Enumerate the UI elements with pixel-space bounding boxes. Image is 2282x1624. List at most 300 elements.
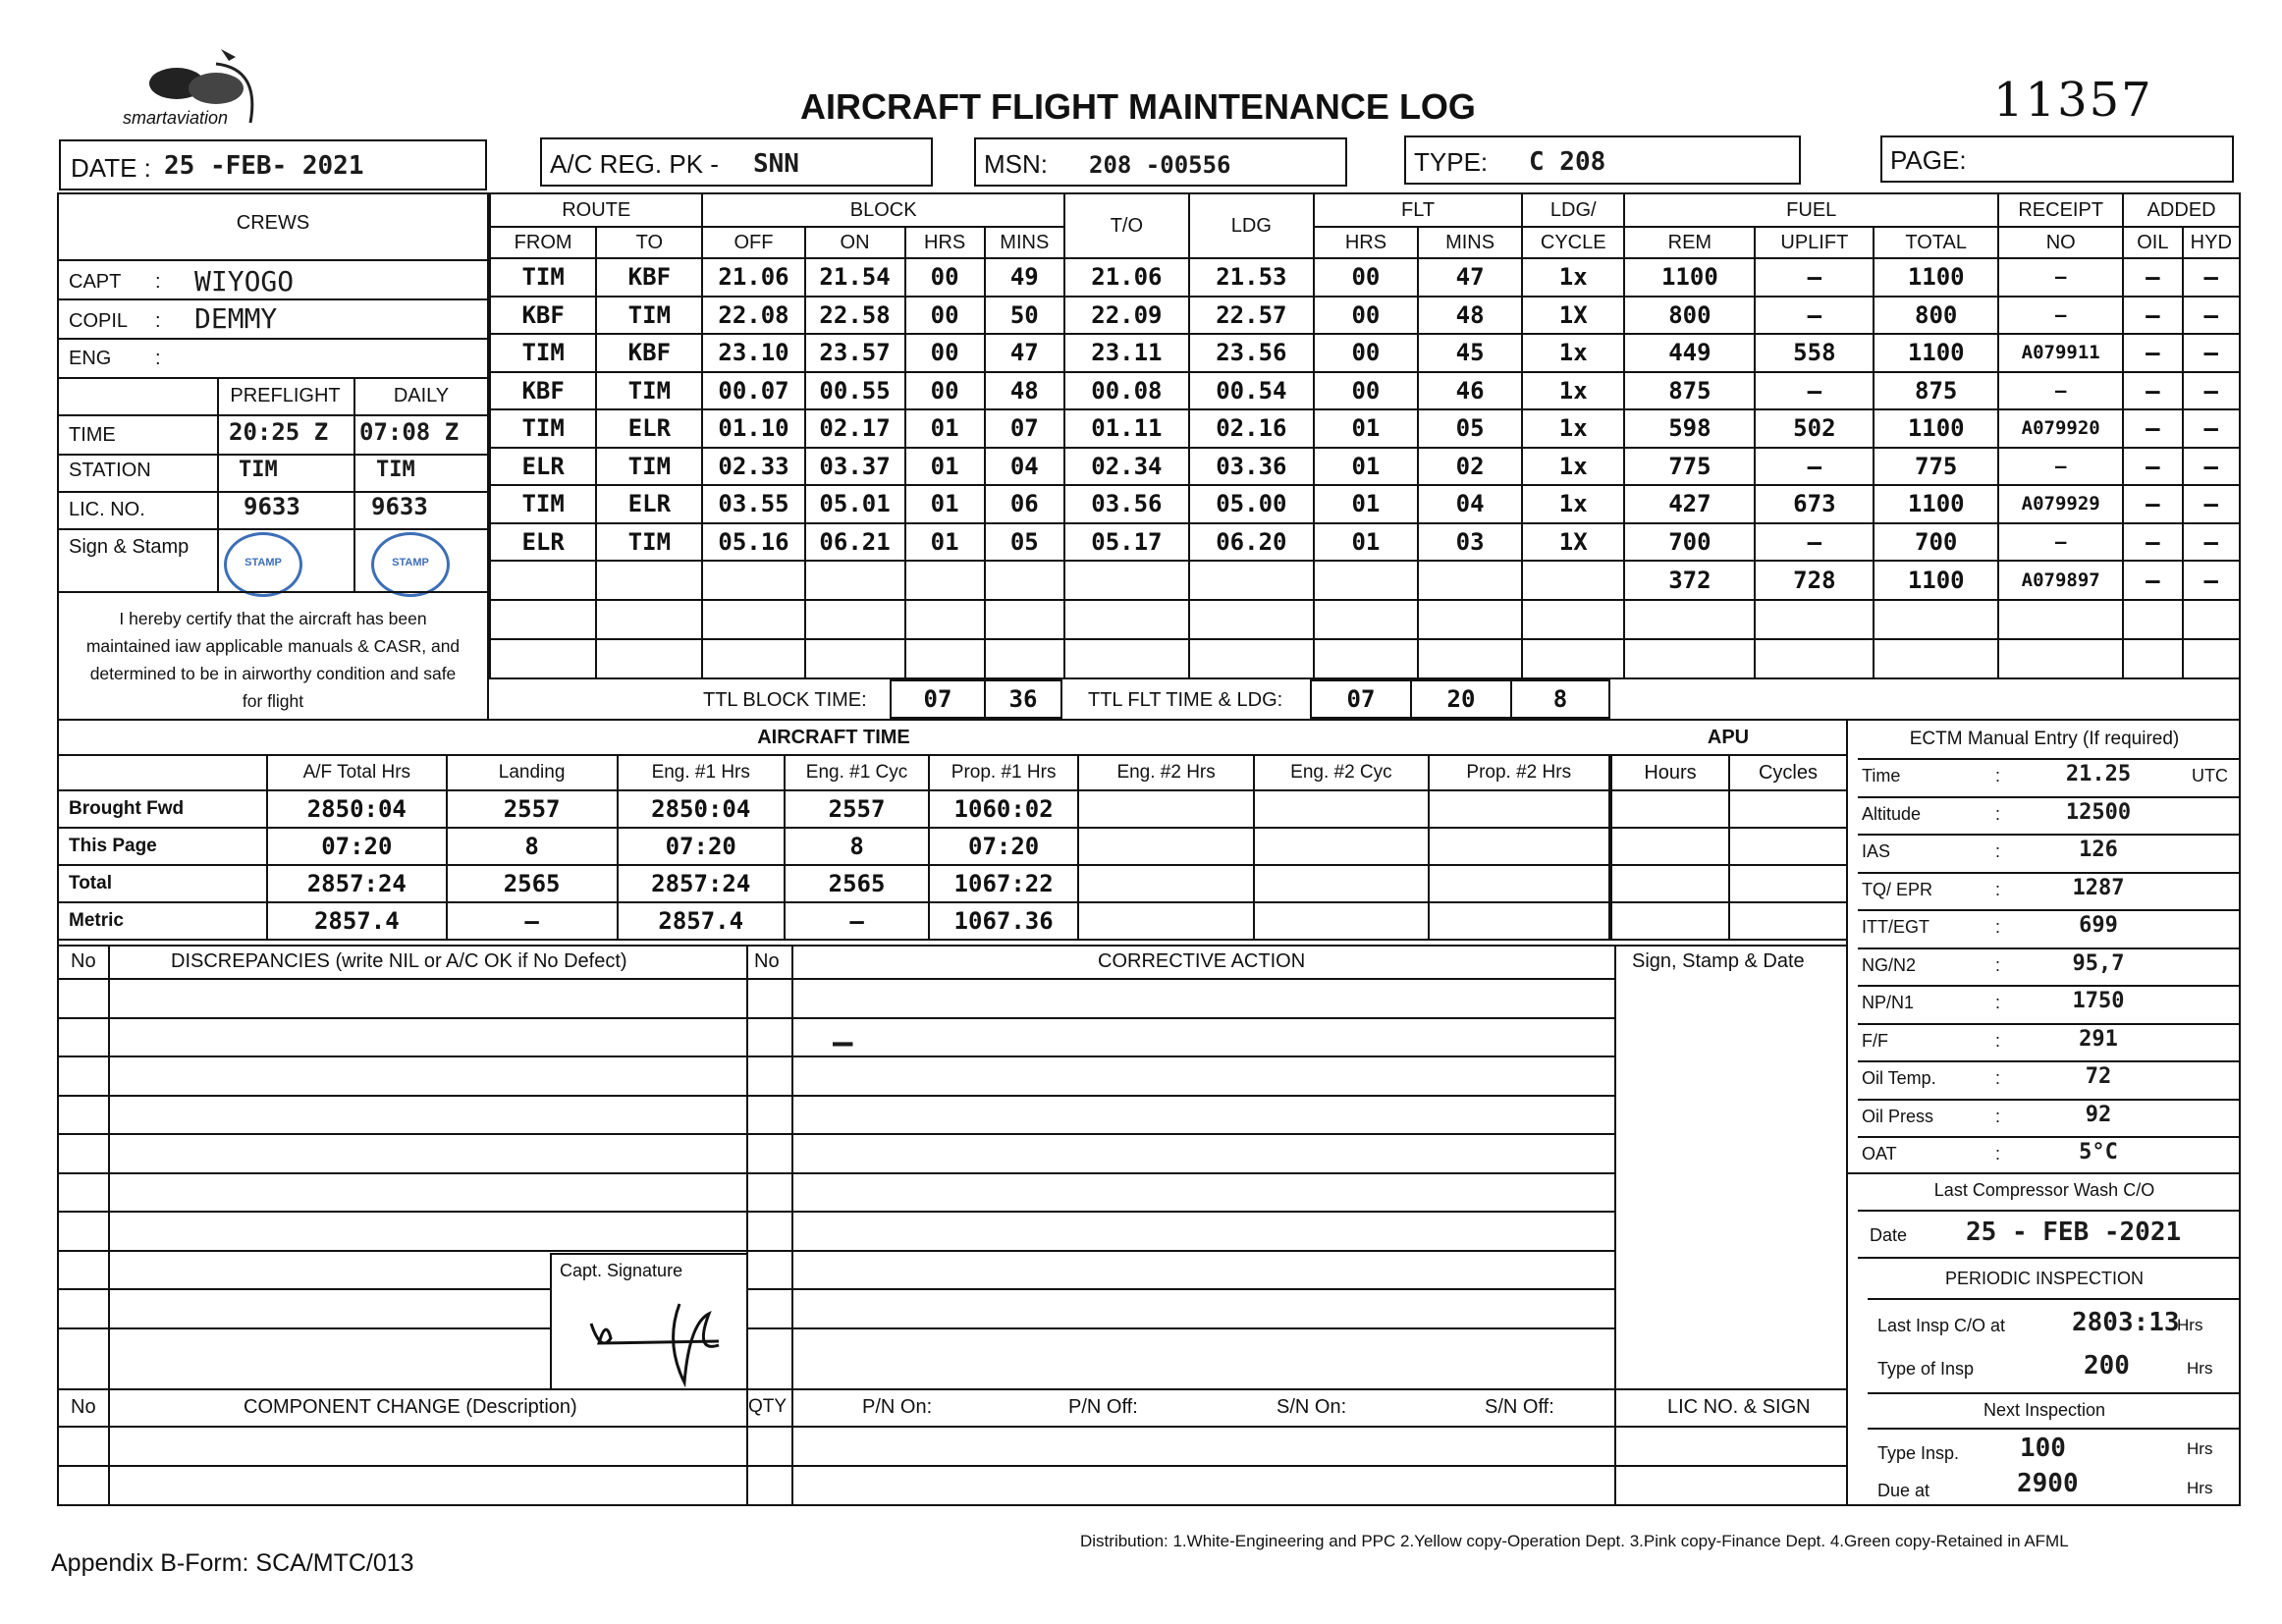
leg-oil-cell[interactable] (2123, 600, 2182, 639)
leg-to-cell[interactable]: KBF (596, 334, 702, 372)
ectm-divider (1858, 1099, 2241, 1101)
leg-to_t-cell[interactable] (1064, 561, 1189, 600)
leg-ldg-cell[interactable]: 02.16 (1189, 409, 1314, 448)
leg-total-cell[interactable] (1874, 639, 1998, 678)
ectm-colon: : (1995, 879, 2001, 899)
leg-fmins-cell[interactable] (1418, 639, 1522, 678)
msn-field[interactable]: MSN: 208 -00556 (974, 137, 1347, 187)
leg-on-cell[interactable]: 06.21 (805, 523, 905, 562)
leg-off-cell[interactable] (702, 561, 804, 600)
leg-from-cell[interactable] (490, 600, 596, 639)
leg-cyc-cell[interactable] (1522, 561, 1624, 600)
leg-hrs-cell[interactable]: 00 (905, 372, 985, 410)
leg-off-cell[interactable]: 23.10 (702, 334, 804, 372)
ttl-ldg[interactable]: 8 (1510, 679, 1610, 719)
leg-to_t-cell[interactable]: 03.56 (1064, 485, 1189, 523)
aircraft-time-cell[interactable] (1429, 790, 1609, 828)
aircraft-time-row-label: Metric (58, 902, 267, 940)
leg-rem-cell[interactable] (1624, 600, 1755, 639)
leg-receipt-cell[interactable]: A079920 (1998, 409, 2123, 448)
leg-hyd-cell[interactable] (2183, 600, 2240, 639)
discrepancy-line[interactable] (57, 1133, 1614, 1135)
at-col-header: Eng. #1 Hrs (618, 755, 785, 790)
apu-cycles-cell[interactable] (1729, 790, 1847, 828)
leg-to-cell[interactable] (596, 600, 702, 639)
ectm-divider (1858, 758, 2241, 760)
leg-hyd-cell[interactable] (2183, 639, 2240, 678)
leg-on-cell[interactable]: 03.37 (805, 448, 905, 486)
leg-oil-cell[interactable] (2123, 639, 2182, 678)
leg-to_t-cell[interactable]: 05.17 (1064, 523, 1189, 562)
discrepancy-line[interactable] (57, 1095, 1614, 1097)
next-type-value[interactable]: 100 (2020, 1434, 2066, 1463)
leg-from-cell[interactable]: TIM (490, 409, 596, 448)
aircraft-time-title: AIRCRAFT TIME (757, 727, 910, 748)
aircraft-time-cell[interactable] (1254, 828, 1428, 865)
leg-total-cell[interactable]: 1100 (1874, 334, 1998, 372)
leg-total-cell[interactable]: 1100 (1874, 485, 1998, 523)
aircraft-time-cell[interactable]: 2565 (785, 865, 930, 902)
leg-fmins-cell[interactable]: 05 (1418, 409, 1522, 448)
leg-fhrs-cell[interactable] (1314, 600, 1418, 639)
leg-hyd-cell[interactable]: — (2183, 485, 2240, 523)
leg-rem-cell[interactable]: 1100 (1624, 258, 1755, 297)
leg-receipt-cell[interactable]: A079929 (1998, 485, 2123, 523)
leg-total-cell[interactable] (1874, 600, 1998, 639)
leg-hrs-cell[interactable]: 00 (905, 297, 985, 335)
aircraft-time-cell[interactable]: 2857:24 (618, 865, 785, 902)
leg-ldg-cell[interactable]: 06.20 (1189, 523, 1314, 562)
at-col-header: Eng. #1 Cyc (785, 755, 930, 790)
leg-total-cell[interactable]: 875 (1874, 372, 1998, 410)
leg-off-cell[interactable]: 02.33 (702, 448, 804, 486)
corrective-title: CORRECTIVE ACTION (1098, 950, 1306, 972)
leg-to-cell[interactable]: TIM (596, 523, 702, 562)
leg-to-cell[interactable] (596, 561, 702, 600)
leg-mins-cell[interactable]: 07 (985, 409, 1064, 448)
ectm-value[interactable]: 95,7 (2072, 950, 2125, 976)
leg-to_t-cell[interactable]: 22.09 (1064, 297, 1189, 335)
leg-fhrs-cell[interactable]: 00 (1314, 334, 1418, 372)
leg-rem-cell[interactable]: 598 (1624, 409, 1755, 448)
leg-off-cell[interactable]: 21.06 (702, 258, 804, 297)
ectm-value[interactable]: 1750 (2072, 989, 2125, 1013)
leg-total-cell[interactable]: 1100 (1874, 409, 1998, 448)
aircraft-time-cell[interactable] (1078, 790, 1254, 828)
lic-daily[interactable]: 9633 (371, 493, 428, 520)
apu-cycles-cell[interactable] (1729, 865, 1847, 902)
apu-cycles-cell[interactable] (1729, 902, 1847, 940)
aircraft-time-cell[interactable]: 2850:04 (618, 790, 785, 828)
time-daily[interactable]: 07:08 Z (359, 418, 460, 446)
leg-rem-cell[interactable]: 427 (1624, 485, 1755, 523)
leg-uplift-cell[interactable]: 502 (1755, 409, 1874, 448)
leg-fmins-cell[interactable]: 45 (1418, 334, 1522, 372)
leg-off-cell[interactable]: 00.07 (702, 372, 804, 410)
leg-mins-cell[interactable]: 47 (985, 334, 1064, 372)
flt-header: FLT (1314, 193, 1522, 227)
leg-ldg-cell[interactable] (1189, 600, 1314, 639)
leg-hrs-cell[interactable]: 01 (905, 485, 985, 523)
leg-to_t-cell[interactable]: 23.11 (1064, 334, 1189, 372)
aircraft-time-cell[interactable] (1078, 902, 1254, 940)
ectm-value[interactable]: 12500 (2065, 799, 2132, 825)
ectm-title: ECTM Manual Entry (If required) (1909, 729, 2180, 749)
leg-fmins-cell[interactable] (1418, 600, 1522, 639)
leg-receipt-cell[interactable]: — (1998, 372, 2123, 410)
aircraft-time-cell[interactable]: — (785, 902, 930, 940)
leg-oil-cell[interactable]: — (2123, 258, 2182, 297)
aircraft-time-cell[interactable] (1078, 865, 1254, 902)
flight-leg-row (490, 297, 2240, 335)
discrepancy-line[interactable] (57, 1172, 1614, 1174)
receipt-header-1: RECEIPT (1998, 193, 2123, 227)
leg-cyc-cell[interactable]: 1X (1522, 523, 1624, 562)
ectm-value[interactable]: 72 (2085, 1064, 2112, 1089)
copil-label: COPIL (69, 310, 129, 332)
aircraft-time-cell[interactable]: 07:20 (929, 828, 1078, 865)
leg-off-cell[interactable]: 05.16 (702, 523, 804, 562)
at-col-header: Prop. #1 Hrs (929, 755, 1078, 790)
leg-total-cell[interactable]: 700 (1874, 523, 1998, 562)
leg-fmins-cell[interactable] (1418, 561, 1522, 600)
leg-oil-cell[interactable]: — (2123, 485, 2182, 523)
leg-hrs-cell[interactable]: 00 (905, 334, 985, 372)
aircraft-time-cell[interactable]: 07:20 (618, 828, 785, 865)
discrepancy-line[interactable] (57, 1288, 1614, 1290)
leg-hrs-cell[interactable]: 01 (905, 448, 985, 486)
leg-from-cell[interactable]: TIM (490, 485, 596, 523)
leg-uplift-cell[interactable] (1755, 600, 1874, 639)
leg-hrs-cell[interactable]: 00 (905, 258, 985, 297)
discrepancy-line[interactable] (57, 1327, 1614, 1329)
ectm-divider (1858, 1023, 2241, 1025)
leg-total-cell[interactable]: 1100 (1874, 561, 1998, 600)
leg-fmins-cell[interactable]: 47 (1418, 258, 1522, 297)
leg-from-cell[interactable] (490, 639, 596, 678)
discrepancy-line[interactable] (57, 1250, 1614, 1252)
leg-hyd-cell[interactable]: — (2183, 448, 2240, 486)
wash-date[interactable]: 25 - FEB -2021 (1966, 1218, 2182, 1247)
leg-fmins-cell[interactable]: 48 (1418, 297, 1522, 335)
discrepancy-line[interactable] (57, 1017, 1614, 1019)
leg-oil-cell[interactable]: — (2123, 523, 2182, 562)
aircraft-time-cell[interactable] (1429, 902, 1609, 940)
ectm-colon: : (1995, 1106, 2001, 1126)
corrective-entry[interactable]: — (833, 1023, 853, 1062)
leg-mins-cell[interactable]: 06 (985, 485, 1064, 523)
leg-from-cell[interactable]: ELR (490, 523, 596, 562)
ectm-value[interactable]: 291 (2079, 1026, 2118, 1052)
last-insp-value[interactable]: 2803:13 (2072, 1308, 2180, 1337)
leg-hrs-cell[interactable]: 01 (905, 523, 985, 562)
leg-mins-cell[interactable]: 05 (985, 523, 1064, 562)
aircraft-time-cell[interactable] (1078, 828, 1254, 865)
type-insp-value[interactable]: 200 (2084, 1351, 2130, 1380)
station-daily[interactable]: TIM (376, 458, 415, 482)
ectm-value[interactable]: 1287 (2072, 875, 2125, 900)
leg-uplift-cell[interactable]: — (1755, 523, 1874, 562)
aircraft-time-cell[interactable]: — (447, 902, 618, 940)
leg-on-cell[interactable]: 05.01 (805, 485, 905, 523)
leg-fhrs-cell[interactable] (1314, 561, 1418, 600)
leg-hyd-cell[interactable]: — (2183, 297, 2240, 335)
aircraft-time-cell[interactable]: 2557 (447, 790, 618, 828)
leg-uplift-cell[interactable]: 558 (1755, 334, 1874, 372)
flight-leg-row (490, 639, 2240, 678)
leg-cyc-cell[interactable]: 1x (1522, 258, 1624, 297)
leg-receipt-cell[interactable]: A079911 (1998, 334, 2123, 372)
leg-to_t-cell[interactable]: 00.08 (1064, 372, 1189, 410)
leg-fhrs-cell[interactable]: 00 (1314, 297, 1418, 335)
leg-off-cell[interactable] (702, 600, 804, 639)
date-field[interactable]: DATE : 25 -FEB- 2021 (59, 139, 487, 190)
leg-oil-cell[interactable]: — (2123, 297, 2182, 335)
aircraft-time-cell[interactable]: 2565 (447, 865, 618, 902)
leg-receipt-cell[interactable]: A079897 (1998, 561, 2123, 600)
leg-cyc-cell[interactable] (1522, 639, 1624, 678)
aircraft-time-cell[interactable] (1254, 865, 1428, 902)
leg-fmins-cell[interactable]: 03 (1418, 523, 1522, 562)
leg-from-cell[interactable]: KBF (490, 297, 596, 335)
leg-oil-cell[interactable]: — (2123, 448, 2182, 486)
leg-to_t-cell[interactable]: 02.34 (1064, 448, 1189, 486)
leg-uplift-cell[interactable]: 728 (1755, 561, 1874, 600)
leg-ldg-cell[interactable]: 22.57 (1189, 297, 1314, 335)
leg-from-cell[interactable]: TIM (490, 258, 596, 297)
leg-ldg-cell[interactable] (1189, 639, 1314, 678)
leg-mins-cell[interactable]: 49 (985, 258, 1064, 297)
time-preflight[interactable]: 20:25 Z (229, 418, 329, 446)
leg-to-cell[interactable]: TIM (596, 372, 702, 410)
ttl-block-hrs[interactable]: 07 (890, 679, 986, 719)
leg-hrs-cell[interactable]: 01 (905, 409, 985, 448)
leg-off-cell[interactable]: 01.10 (702, 409, 804, 448)
leg-total-cell[interactable]: 800 (1874, 297, 1998, 335)
leg-rem-cell[interactable]: 875 (1624, 372, 1755, 410)
leg-hyd-cell[interactable]: — (2183, 523, 2240, 562)
leg-uplift-cell[interactable]: — (1755, 297, 1874, 335)
flight-leg-row (490, 600, 2240, 639)
leg-cyc-cell[interactable]: 1x (1522, 409, 1624, 448)
due-value[interactable]: 2900 (2017, 1469, 2079, 1498)
aircraft-time-cell[interactable]: 07:20 (267, 828, 446, 865)
capt-name[interactable]: WIYOGO (194, 265, 295, 298)
leg-receipt-cell[interactable] (1998, 600, 2123, 639)
leg-from-cell[interactable]: TIM (490, 334, 596, 372)
apu-hours-cell[interactable] (1611, 828, 1729, 865)
ectm-value[interactable]: 92 (2085, 1102, 2112, 1127)
aircraft-time-cell[interactable]: 2850:04 (267, 790, 446, 828)
leg-fhrs-cell[interactable]: 01 (1314, 523, 1418, 562)
leg-receipt-cell[interactable] (1998, 639, 2123, 678)
leg-cyc-cell[interactable]: 1x (1522, 372, 1624, 410)
ectm-value[interactable]: 126 (2079, 838, 2118, 862)
ectm-value[interactable]: 21.25 (2065, 762, 2132, 786)
leg-hrs-cell[interactable] (905, 639, 985, 678)
capt-signature-box[interactable] (550, 1253, 746, 1388)
ectm-divider (1858, 909, 2241, 911)
leg-to-cell[interactable] (596, 639, 702, 678)
leg-ldg-cell[interactable]: 00.54 (1189, 372, 1314, 410)
ectm-value[interactable]: 699 (2079, 913, 2118, 938)
leg-to_t-cell[interactable]: 01.11 (1064, 409, 1189, 448)
apu-cycles-cell[interactable] (1729, 828, 1847, 865)
leg-mins-cell[interactable]: 50 (985, 297, 1064, 335)
aircraft-time-row (58, 902, 1609, 940)
aircraft-time-cell[interactable]: 2557 (785, 790, 930, 828)
leg-on-cell[interactable] (805, 600, 905, 639)
leg-uplift-cell[interactable]: — (1755, 258, 1874, 297)
leg-rem-cell[interactable]: 700 (1624, 523, 1755, 562)
leg-on-cell[interactable] (805, 639, 905, 678)
leg-to-cell[interactable]: ELR (596, 485, 702, 523)
leg-hrs-cell[interactable] (905, 600, 985, 639)
leg-mins-cell[interactable] (985, 639, 1064, 678)
leg-on-cell[interactable]: 21.54 (805, 258, 905, 297)
leg-oil-cell[interactable]: — (2123, 334, 2182, 372)
leg-rem-cell[interactable]: 372 (1624, 561, 1755, 600)
comp-no-header: No (71, 1396, 96, 1418)
leg-rem-cell[interactable] (1624, 639, 1755, 678)
leg-hyd-cell[interactable]: — (2183, 258, 2240, 297)
leg-ldg-cell[interactable]: 03.36 (1189, 448, 1314, 486)
leg-cyc-cell[interactable] (1522, 600, 1624, 639)
leg-on-cell[interactable]: 22.58 (805, 297, 905, 335)
appendix-label: Appendix B-Form: SCA/MTC/013 (51, 1549, 414, 1577)
time-label: TIME (69, 424, 116, 446)
leg-to-cell[interactable]: ELR (596, 409, 702, 448)
leg-oil-cell[interactable]: — (2123, 409, 2182, 448)
flight-leg-row (490, 523, 2240, 562)
aircraft-time-cell[interactable] (1254, 790, 1428, 828)
leg-receipt-cell[interactable]: — (1998, 258, 2123, 297)
leg-fhrs-cell[interactable]: 01 (1314, 485, 1418, 523)
leg-fhrs-cell[interactable]: 01 (1314, 409, 1418, 448)
leg-receipt-cell[interactable]: — (1998, 523, 2123, 562)
leg-receipt-cell[interactable]: — (1998, 297, 2123, 335)
aircraft-time-cell[interactable]: 2857.4 (618, 902, 785, 940)
ectm-value[interactable]: 5°C (2079, 1140, 2118, 1164)
leg-to_t-cell[interactable] (1064, 600, 1189, 639)
leg-on-cell[interactable] (805, 561, 905, 600)
leg-fhrs-cell[interactable]: 00 (1314, 372, 1418, 410)
discrepancy-line[interactable] (57, 978, 1614, 980)
leg-receipt-cell[interactable]: — (1998, 448, 2123, 486)
aircraft-time-cell[interactable]: 8 (447, 828, 618, 865)
aircraft-time-cell[interactable]: 8 (785, 828, 930, 865)
aircraft-time-cell[interactable]: 2857.4 (267, 902, 446, 940)
leg-oil-cell[interactable]: — (2123, 561, 2182, 600)
leg-hyd-cell[interactable]: — (2183, 372, 2240, 410)
leg-on-cell[interactable]: 02.17 (805, 409, 905, 448)
leg-rem-cell[interactable]: 775 (1624, 448, 1755, 486)
leg-cyc-cell[interactable]: 1X (1522, 297, 1624, 335)
discrepancy-line[interactable] (57, 1211, 1614, 1213)
leg-fmins-cell[interactable]: 04 (1418, 485, 1522, 523)
leg-fhrs-cell[interactable]: 00 (1314, 258, 1418, 297)
leg-ldg-cell[interactable]: 21.53 (1189, 258, 1314, 297)
leg-fmins-cell[interactable]: 46 (1418, 372, 1522, 410)
leg-on-cell[interactable]: 23.57 (805, 334, 905, 372)
block-hrs-header: HRS (905, 227, 985, 258)
copil-name[interactable]: DEMMY (194, 302, 278, 335)
leg-uplift-cell[interactable]: — (1755, 448, 1874, 486)
leg-oil-cell[interactable]: — (2123, 372, 2182, 410)
leg-ldg-cell[interactable]: 05.00 (1189, 485, 1314, 523)
ttl-block-mins[interactable]: 36 (984, 679, 1062, 719)
leg-cyc-cell[interactable]: 1x (1522, 334, 1624, 372)
lic-preflight[interactable]: 9633 (244, 493, 300, 520)
aircraft-time-cell[interactable] (1254, 902, 1428, 940)
aircraft-time-cell[interactable] (1429, 828, 1609, 865)
leg-to-cell[interactable]: TIM (596, 448, 702, 486)
leg-to-cell[interactable]: KBF (596, 258, 702, 297)
flight-leg-row (490, 334, 2240, 372)
leg-mins-cell[interactable]: 04 (985, 448, 1064, 486)
leg-rem-cell[interactable]: 449 (1624, 334, 1755, 372)
aircraft-time-cell[interactable] (1429, 865, 1609, 902)
ectm-divider (1858, 1060, 2241, 1062)
leg-total-cell[interactable]: 775 (1874, 448, 1998, 486)
leg-mins-cell[interactable] (985, 561, 1064, 600)
leg-on-cell[interactable]: 00.55 (805, 372, 905, 410)
station-preflight[interactable]: TIM (239, 458, 278, 482)
leg-uplift-cell[interactable]: 673 (1755, 485, 1874, 523)
apu-hours-cell[interactable] (1611, 865, 1729, 902)
leg-fhrs-cell[interactable]: 01 (1314, 448, 1418, 486)
leg-off-cell[interactable]: 03.55 (702, 485, 804, 523)
apu-hours-cell[interactable] (1611, 790, 1729, 828)
leg-to-cell[interactable]: TIM (596, 297, 702, 335)
leg-cyc-cell[interactable]: 1x (1522, 448, 1624, 486)
leg-hrs-cell[interactable] (905, 561, 985, 600)
leg-total-cell[interactable]: 1100 (1874, 258, 1998, 297)
page-field[interactable]: PAGE: (1880, 135, 2234, 183)
leg-fmins-cell[interactable]: 02 (1418, 448, 1522, 486)
leg-from-cell[interactable]: KBF (490, 372, 596, 410)
leg-ldg-cell[interactable] (1189, 561, 1314, 600)
aircraft-time-cell[interactable]: 1060:02 (929, 790, 1078, 828)
leg-from-cell[interactable]: ELR (490, 448, 596, 486)
aircraft-time-cell[interactable]: 1067:22 (929, 865, 1078, 902)
leg-rem-cell[interactable]: 800 (1624, 297, 1755, 335)
leg-uplift-cell[interactable]: — (1755, 372, 1874, 410)
next-type-unit: Hrs (2187, 1439, 2213, 1458)
reg-field[interactable]: A/C REG. PK - SNN (540, 137, 933, 187)
leg-hyd-cell[interactable]: — (2183, 409, 2240, 448)
leg-to_t-cell[interactable] (1064, 639, 1189, 678)
leg-hyd-cell[interactable]: — (2183, 334, 2240, 372)
leg-mins-cell[interactable]: 48 (985, 372, 1064, 410)
apu-hours-cell[interactable] (1611, 902, 1729, 940)
leg-to_t-cell[interactable]: 21.06 (1064, 258, 1189, 297)
leg-off-cell[interactable] (702, 639, 804, 678)
leg-hyd-cell[interactable]: — (2183, 561, 2240, 600)
leg-uplift-cell[interactable] (1755, 639, 1874, 678)
leg-ldg-cell[interactable]: 23.56 (1189, 334, 1314, 372)
ttl-flt-hrs[interactable]: 07 (1310, 679, 1412, 719)
type-field[interactable]: TYPE: C 208 (1404, 135, 1801, 185)
ttl-flt-mins[interactable]: 20 (1410, 679, 1512, 719)
leg-cyc-cell[interactable]: 1x (1522, 485, 1624, 523)
leg-mins-cell[interactable] (985, 600, 1064, 639)
aircraft-time-cell[interactable]: 1067.36 (929, 902, 1078, 940)
leg-from-cell[interactable] (490, 561, 596, 600)
aircraft-time-cell[interactable]: 2857:24 (267, 865, 446, 902)
leg-off-cell[interactable]: 22.08 (702, 297, 804, 335)
leg-fhrs-cell[interactable] (1314, 639, 1418, 678)
